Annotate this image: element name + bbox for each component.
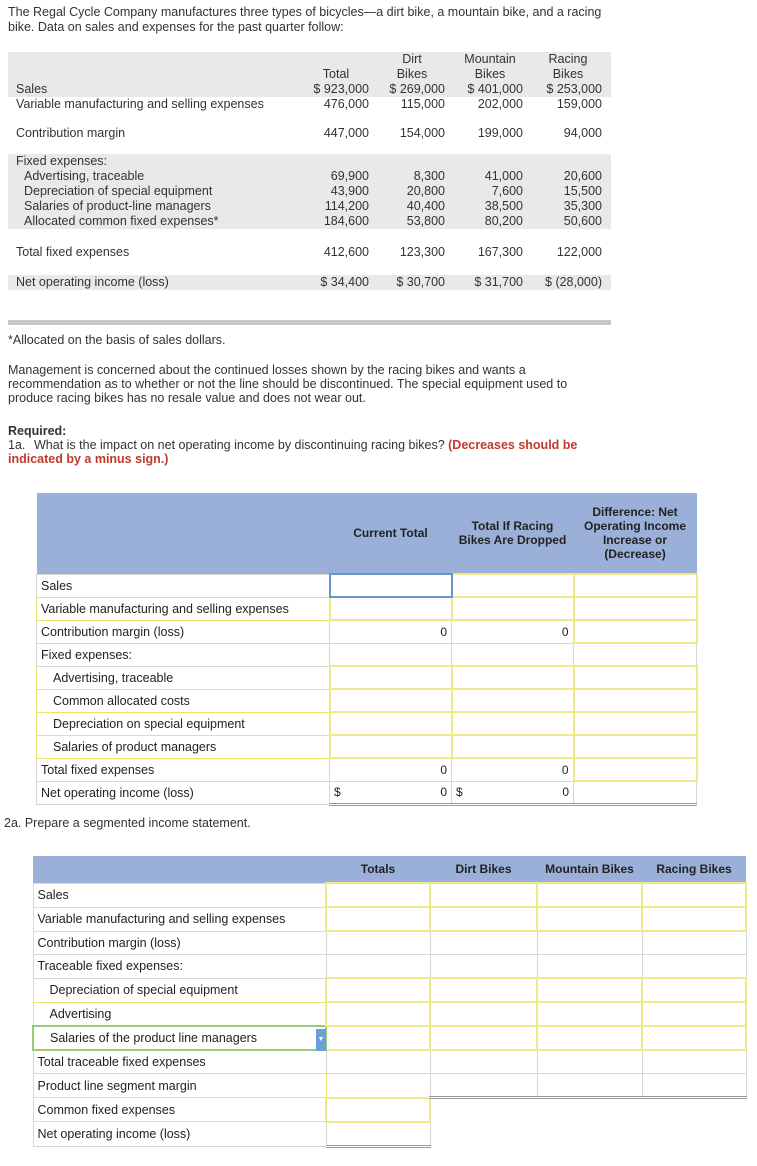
question-1a (8, 438, 618, 466)
noi-row (8, 275, 611, 290)
advertising-dirt-input[interactable] (430, 1002, 537, 1026)
advertising-row (8, 169, 611, 184)
salaries-current-input[interactable] (330, 735, 452, 758)
empty-cell (537, 1098, 642, 1122)
row-label-segment-margin[interactable]: Product line segment margin (33, 1074, 326, 1098)
header-dirt-1: Dirt (402, 52, 422, 66)
row-label: Salaries of product-line managers (24, 199, 211, 213)
currency-symbol: $ (456, 785, 463, 800)
cell: 35,300 (563, 199, 602, 213)
depreciation-dirt-input[interactable] (430, 978, 537, 1002)
header-dirt-2: Bikes (396, 67, 428, 81)
variable-totals-input[interactable] (326, 907, 430, 931)
cell: 43,900 (330, 184, 369, 198)
cell: 40,400 (406, 199, 445, 213)
empty-cell (430, 1122, 537, 1147)
row-label-total-fixed: Total fixed expenses (37, 758, 330, 781)
row-label: Allocated common fixed expenses* (24, 214, 219, 228)
noi-dropped-value: $ 0 (452, 781, 574, 805)
discontinue-analysis-table (36, 493, 698, 806)
noi-difference-value (574, 781, 697, 805)
required-heading: Required: (8, 424, 67, 438)
row-label-contribution: Contribution margin (loss) (37, 620, 330, 643)
total-traceable-totals-value (326, 1050, 430, 1074)
header-racing-bikes: Racing Bikes (642, 856, 746, 883)
header-difference: Difference: Net Operating Income Increase or (Decrease) (574, 493, 697, 574)
depreciation-mountain-input[interactable] (537, 978, 642, 1002)
total-fixed-current-value: 0 (330, 758, 452, 781)
table-header-row (8, 52, 611, 82)
contribution-dropped-value: 0 (452, 620, 574, 643)
row-label-advertising[interactable]: Advertising (33, 1002, 326, 1026)
cell: 38,500 (484, 199, 523, 213)
header-mountain-bikes: Mountain Bikes (537, 856, 642, 883)
cell: $ (28,000) (545, 275, 602, 289)
salaries-dropdown[interactable]: Salaries of the product line managers (33, 1026, 326, 1050)
header-racing-1: Racing (548, 52, 588, 66)
segment-margin-totals-value (326, 1074, 430, 1098)
contribution-mountain-value (537, 931, 642, 955)
contribution-racing-value (642, 931, 746, 955)
salaries-difference-input[interactable] (574, 735, 697, 758)
cell: 53,800 (406, 214, 445, 228)
cell: $ 269,000 (389, 82, 445, 96)
cell: 15,500 (563, 184, 602, 198)
variable-racing-input[interactable] (642, 907, 746, 931)
depreciation-totals-input[interactable] (326, 978, 430, 1002)
header-mountain-1: Mountain (464, 52, 516, 66)
depreciation-difference-input[interactable] (574, 712, 697, 735)
cell: 114,200 (324, 199, 369, 213)
row-label-traceable: Traceable fixed expenses: (33, 955, 326, 979)
question-text: What is the impact on net operating income by discontinuing racing bikes? (34, 438, 445, 452)
row-label-noi: Net operating income (loss) (33, 1122, 326, 1147)
variable-current-input[interactable] (330, 597, 452, 620)
cell: 447,000 (323, 126, 369, 140)
sales-mountain-input[interactable] (537, 883, 642, 907)
row-label-depreciation[interactable]: Depreciation of special equipment (33, 978, 326, 1002)
contribution-dirt-value (430, 931, 537, 955)
common-current-input[interactable] (330, 689, 452, 712)
empty-cell (574, 643, 697, 666)
row-label-contribution: Contribution margin (loss) (33, 931, 326, 955)
sales-totals-input[interactable] (326, 883, 430, 907)
contribution-difference-input[interactable] (574, 620, 697, 643)
row-label: Depreciation of special equipment (24, 184, 213, 198)
advertising-difference-input[interactable] (574, 666, 697, 689)
cell: 184,600 (323, 214, 369, 228)
cell: $ 34,400 (320, 275, 369, 289)
row-label-advertising[interactable]: Advertising, traceable (37, 666, 330, 689)
segment-margin-racing-value (642, 1074, 746, 1098)
cell: 167,300 (477, 245, 523, 259)
cell: 94,000 (563, 126, 602, 140)
advertising-dropped-input[interactable] (452, 666, 574, 689)
advertising-racing-input[interactable] (642, 1002, 746, 1026)
contribution-totals-value (326, 931, 430, 955)
row-label-fixed: Fixed expenses: (37, 643, 330, 666)
cell: 199,000 (477, 126, 523, 140)
total-fixed-difference-input[interactable] (574, 758, 697, 781)
cell: 122,000 (556, 245, 602, 259)
total-traceable-mountain-value (537, 1050, 642, 1074)
depreciation-row (8, 184, 611, 199)
empty-cell (330, 643, 452, 666)
table-divider (8, 320, 611, 325)
empty-cell (642, 1098, 746, 1122)
header-current-total: Current Total (330, 493, 452, 574)
row-label-variable[interactable]: Variable manufacturing and selling expenses (33, 907, 326, 931)
empty-cell (326, 955, 430, 979)
cell: $ 923,000 (313, 82, 369, 96)
segment-margin-dirt-value (430, 1074, 537, 1098)
question-emphasis: (Decreases should be indicated by a minus sign.) (8, 438, 578, 466)
header-dirt-bikes: Dirt Bikes (430, 856, 537, 883)
question-2a: 2a. Prepare a segmented income statement. (4, 816, 251, 830)
total-traceable-dirt-value (430, 1050, 537, 1074)
cell: $ 253,000 (546, 82, 602, 96)
cell: 7,600 (491, 184, 523, 198)
empty-cell (642, 1122, 746, 1147)
intro-text: The Regal Cycle Company manufactures three types of bicycles—a dirt bike, a mountain bike, and a racing bike. Data on sales and expenses for the past quarter follow: (8, 5, 602, 34)
cell: 412,600 (323, 245, 369, 259)
row-label: Sales (16, 82, 48, 96)
currency-symbol: $ (334, 785, 341, 800)
sales-current-input[interactable] (330, 574, 452, 597)
management-paragraph: Management is concerned about the continued losses shown by the racing bikes and wants a recommendation as to whether or not the line should be discontinued. The special equipment used to produce racing bikes has no resale value and does not wear out. (8, 363, 568, 405)
row-label-sales[interactable]: Sales (33, 883, 326, 907)
variable-difference-input[interactable] (574, 597, 697, 620)
sales-dropped-input[interactable] (452, 574, 574, 597)
header-totals: Totals (326, 856, 430, 883)
cell: $ 31,700 (474, 275, 523, 289)
row-label-depreciation[interactable]: Depreciation on special equipment (37, 712, 330, 735)
row-label-noi: Net operating income (loss) (37, 781, 330, 805)
cell: $ 30,700 (396, 275, 445, 289)
salaries-racing-input[interactable] (642, 1026, 746, 1050)
cell: 80,200 (484, 214, 523, 228)
empty-cell (430, 1098, 537, 1122)
cell: 69,900 (330, 169, 369, 183)
cell: 159,000 (556, 97, 602, 111)
row-label: Total fixed expenses (16, 245, 130, 259)
header-total: Total (322, 67, 350, 81)
depreciation-racing-input[interactable] (642, 978, 746, 1002)
segment-margin-mountain-value (537, 1074, 642, 1098)
empty-cell (430, 955, 537, 979)
common-totals-input[interactable] (326, 1098, 430, 1122)
header-blank (37, 493, 330, 574)
footnote: *Allocated on the basis of sales dollars. (8, 333, 226, 347)
empty-cell (452, 643, 574, 666)
variable-dropped-input[interactable] (452, 597, 574, 620)
salaries-row (8, 199, 611, 214)
cell: 123,300 (399, 245, 445, 259)
question-number: 1a. (8, 438, 26, 452)
fixed-expenses-heading-row (8, 154, 611, 169)
depreciation-current-input[interactable] (330, 712, 452, 735)
total-fixed-row (8, 245, 611, 260)
row-label: Advertising, traceable (24, 169, 145, 183)
row-label: Contribution margin (16, 126, 126, 140)
cell: 8,300 (413, 169, 445, 183)
row-label-common[interactable]: Common fixed expenses (33, 1098, 326, 1122)
total-traceable-racing-value (642, 1050, 746, 1074)
allocated-row (8, 214, 611, 229)
cell: 476,000 (323, 97, 369, 111)
header-total-if-dropped: Total If Racing Bikes Are Dropped (452, 493, 574, 574)
total-fixed-dropped-value: 0 (452, 758, 574, 781)
cell: 20,800 (406, 184, 445, 198)
cell: 50,600 (563, 214, 602, 228)
contribution-row (8, 126, 611, 141)
cell: 115,000 (400, 97, 445, 111)
variable-dirt-input[interactable] (430, 907, 537, 931)
depreciation-dropped-input[interactable] (452, 712, 574, 735)
header-mountain-2: Bikes (474, 67, 506, 81)
row-label-total-traceable: Total traceable fixed expenses (33, 1050, 326, 1074)
row-label-variable[interactable]: Variable manufacturing and selling expenses (37, 597, 330, 620)
salaries-totals-input[interactable] (326, 1026, 430, 1050)
row-label-sales: Sales (37, 574, 330, 597)
variable-mountain-input[interactable] (537, 907, 642, 931)
salaries-dirt-input[interactable] (430, 1026, 537, 1050)
cell: 202,000 (477, 97, 523, 111)
segmented-income-statement-table (32, 856, 747, 1148)
row-label: Net operating income (loss) (16, 275, 169, 289)
variable-row (8, 97, 611, 112)
cell: $ 401,000 (467, 82, 523, 96)
row-label-salaries[interactable]: Salaries of product managers (37, 735, 330, 758)
header-racing-2: Bikes (552, 67, 584, 81)
salaries-mountain-input[interactable] (537, 1026, 642, 1050)
empty-cell (537, 955, 642, 979)
contribution-current-value: 0 (330, 620, 452, 643)
empty-cell (537, 1122, 642, 1147)
sales-difference-input[interactable] (574, 574, 697, 597)
common-difference-input[interactable] (574, 689, 697, 712)
row-label: Variable manufacturing and selling expenses (16, 97, 264, 111)
advertising-current-input[interactable] (330, 666, 452, 689)
header-blank (33, 856, 326, 883)
cell: 154,000 (399, 126, 445, 140)
advertising-mountain-input[interactable] (537, 1002, 642, 1026)
sales-row (8, 82, 611, 97)
cell: 20,600 (563, 169, 602, 183)
chevron-down-icon[interactable]: ▼ (316, 1029, 326, 1051)
empty-cell (642, 955, 746, 979)
row-label-common[interactable]: Common allocated costs (37, 689, 330, 712)
salaries-dropped-input[interactable] (452, 735, 574, 758)
noi-current-value: $ 0 (330, 781, 452, 805)
cell: 41,000 (484, 169, 523, 183)
sales-racing-input[interactable] (642, 883, 746, 907)
common-dropped-input[interactable] (452, 689, 574, 712)
advertising-totals-input[interactable] (326, 1002, 430, 1026)
row-label: Fixed expenses: (16, 154, 108, 168)
sales-dirt-input[interactable] (430, 883, 537, 907)
noi-totals-value (326, 1122, 430, 1147)
